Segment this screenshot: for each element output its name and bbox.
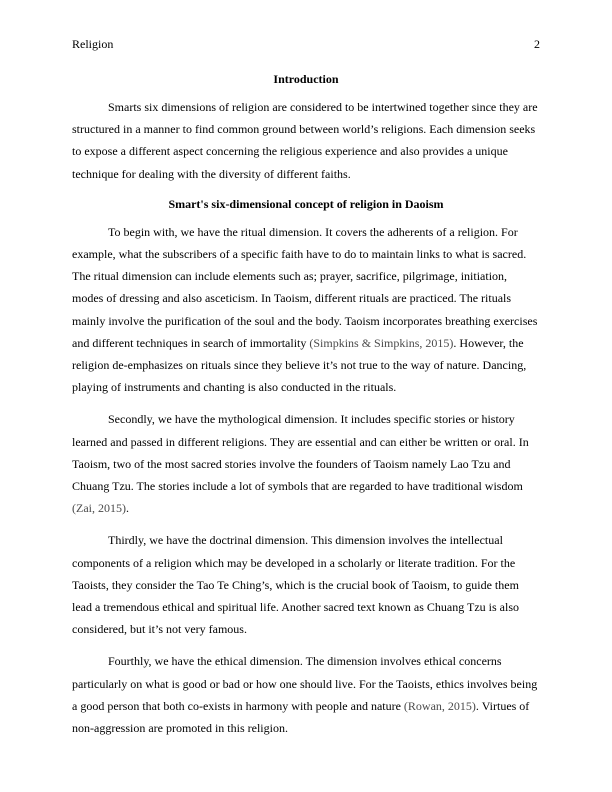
paragraph-ritual [72, 221, 540, 399]
paragraph-ethical [72, 650, 540, 739]
paragraph-mythological [72, 408, 540, 519]
paragraph-introduction: Smarts six dimensions of religion are considered to be intertwined together since they are structured in a manner to find common ground between world’s religions. Each dimension seeks to expose a different aspect concerning the religious experience and also provides a unique technique for dealing with the diversity of different faiths. [72, 100, 538, 181]
paragraph-text: . [125, 501, 129, 516]
paragraph-text: To begin with, we have the ritual dimension. It covers the adherents of a religion. For example, what the subscribers of a specific faith have to do to maintain links to what is sacred. The ritual dimension can include elements such as; prayer, sacrifice, pilgrimage, initiation, modes of dressing and also asceticism. In Taoism, different rituals are practiced. The rituals mainly involve the purification of the soul and the body. Taoism incorporates breathing exercises and different techniques in search of immortality [72, 224, 538, 350]
section-heading-introduction: Introduction [273, 72, 339, 86]
document-body [72, 70, 540, 749]
paragraph-text: . Virtues of non-aggression are promoted in this religion. [72, 698, 530, 736]
citation: (Simpkins & Simpkins, 2015) [309, 335, 454, 350]
paragraph-text: Fourthly, we have the ethical dimension. The dimension involves ethical concerns particularly on what is good or bad or how one should live. For the Taoists, ethics involves being a good person that both co-exists in harmony with people and nature [72, 654, 538, 713]
citation: (Zai, 2015) [72, 501, 126, 516]
paragraph-doctrinal: Thirdly, we have the doctrinal dimension. This dimension involves the intellectual components of a religion which may be developed in a scholarly or literate tradition. For the Taoists, they consider the Tao Te Ching’s, which is the crucial book of Taoism, to guide them lead a tremendous ethical and spiritual life. Another sacred text known as Chuang Tzu is also considered, but it’s not very famous. [72, 533, 519, 637]
paragraph-text: Secondly, we have the mythological dimension. It includes specific stories or history learned and passed in different religions. They are essential and can either be written or oral. In Taoism, two of the most sacred stories involve the founders of Taoism namely Lao Tzu and Chuang Tzu. The stories include a lot of symbols that are regarded to have traditional wisdom [72, 412, 529, 494]
page-number: 2 [534, 37, 540, 51]
section-heading-concept: Smart's six-dimensional concept of religion in Daoism [168, 196, 444, 211]
citation: (Rowan, 2015) [403, 698, 476, 713]
paragraph-text: . However, the religion de-emphasizes on rituals since they believe it’s not true to the way of nature. Dancing, playing of instruments and chanting is also conducted in the rituals. [72, 335, 527, 395]
running-header-title: Religion [72, 37, 114, 51]
